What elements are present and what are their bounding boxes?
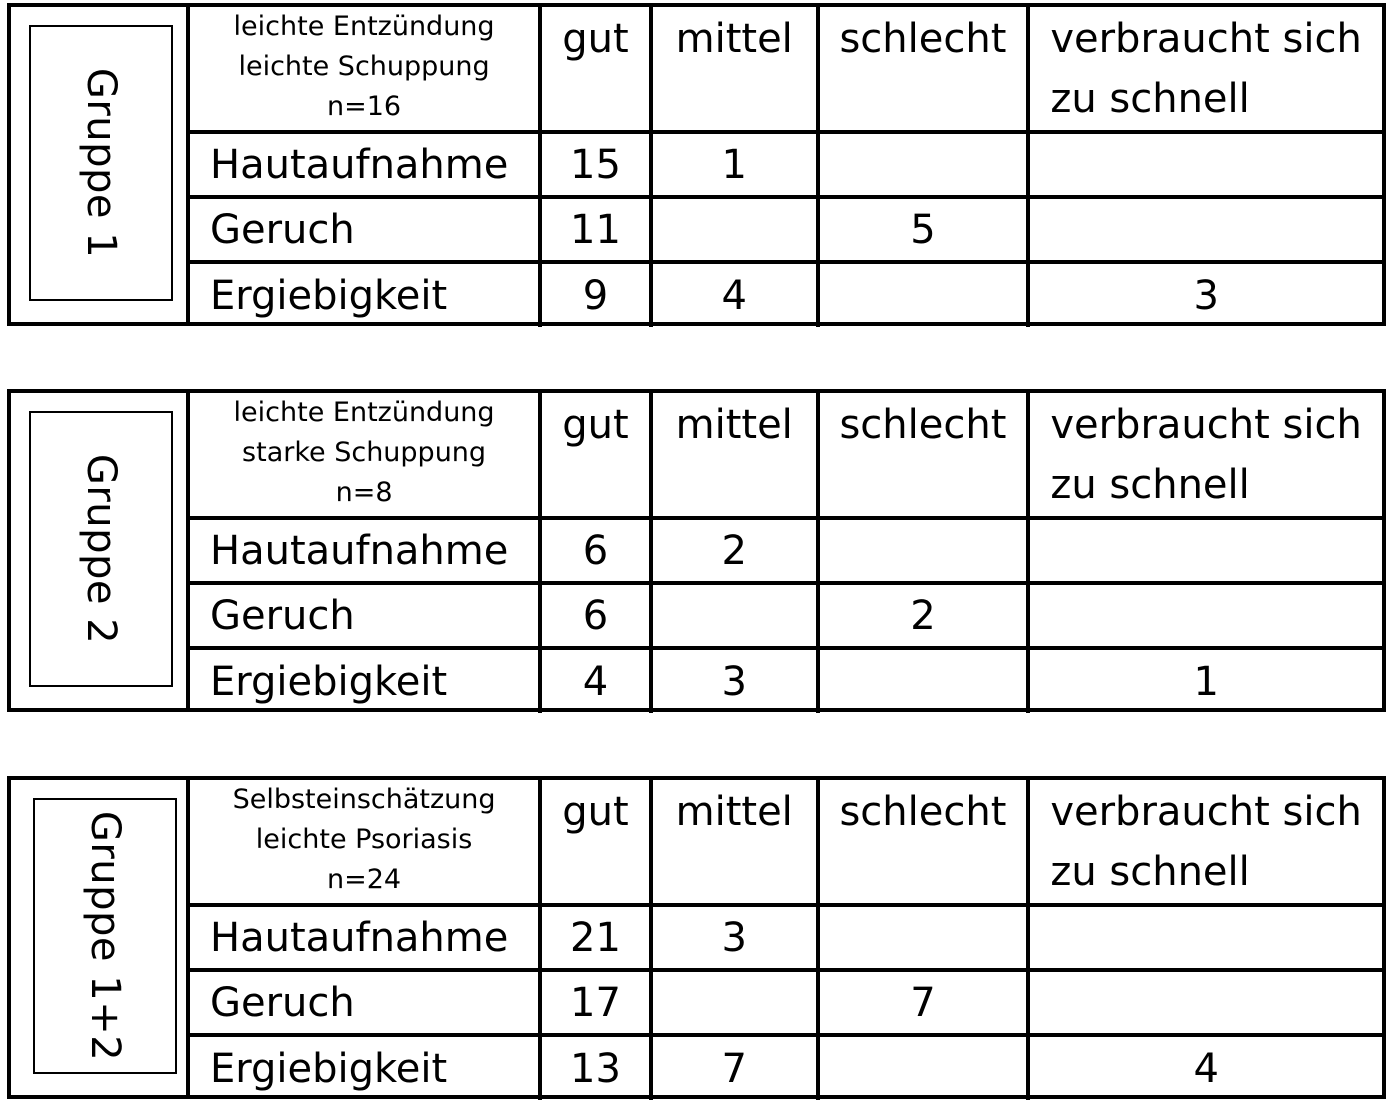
cell-verbraucht: 1 (1028, 648, 1382, 713)
table-row (190, 583, 1382, 648)
row-label: Ergiebigkeit (190, 262, 540, 327)
column-header-verbraucht: verbraucht sich zu schnell (1028, 776, 1382, 905)
sample-size: n=16 (327, 90, 402, 122)
sample-size: n=24 (327, 863, 402, 895)
cell-schlecht (818, 905, 1029, 970)
results-table (190, 776, 1382, 1100)
row-label: Ergiebigkeit (190, 648, 540, 713)
table-row (190, 197, 1382, 262)
description-line: starke Schuppung (242, 436, 487, 468)
row-label: Hautaufnahme (190, 132, 540, 197)
column-header-mittel: mittel (651, 3, 818, 132)
cell-verbraucht (1028, 905, 1382, 970)
row-label: Hautaufnahme (190, 905, 540, 970)
sample-size: n=8 (335, 476, 393, 508)
column-header-verbraucht: verbraucht sich zu schnell (1028, 389, 1382, 518)
cell-gut: 13 (540, 1035, 651, 1100)
cell-schlecht: 2 (818, 583, 1029, 648)
column-header-schlecht: schlecht (818, 776, 1029, 905)
column-header-gut: gut (540, 3, 651, 132)
cell-schlecht (818, 518, 1029, 583)
results-table (190, 389, 1382, 713)
cell-mittel (651, 197, 818, 262)
cell-verbraucht (1028, 970, 1382, 1035)
cell-mittel: 3 (651, 648, 818, 713)
table-row (190, 518, 1382, 583)
row-label: Geruch (190, 970, 540, 1035)
cell-gut: 9 (540, 262, 651, 327)
description-line: leichte Entzündung (233, 10, 495, 42)
header-row (190, 776, 1382, 905)
column-header-verbraucht: verbraucht sich zu schnell (1028, 3, 1382, 132)
cell-gut: 11 (540, 197, 651, 262)
group-label: Gruppe 1 (78, 67, 124, 259)
table-row (190, 132, 1382, 197)
description-cell (190, 776, 540, 905)
cell-gut: 4 (540, 648, 651, 713)
column-header-gut: gut (540, 389, 651, 518)
cell-verbraucht: 3 (1028, 262, 1382, 327)
header-row (190, 3, 1382, 132)
cell-schlecht (818, 648, 1029, 713)
description-line: Selbsteinschätzung (232, 783, 496, 815)
group-cell (11, 780, 190, 1095)
group-label-box (33, 798, 177, 1074)
cell-mittel: 3 (651, 905, 818, 970)
table-block-gruppe-2 (7, 389, 1386, 712)
column-header-gut: gut (540, 776, 651, 905)
description-cell (190, 3, 540, 132)
cell-mittel (651, 970, 818, 1035)
group-label-box (29, 411, 173, 687)
row-label: Geruch (190, 583, 540, 648)
table-row (190, 648, 1382, 713)
column-header-schlecht: schlecht (818, 389, 1029, 518)
table-row (190, 905, 1382, 970)
header-row (190, 389, 1382, 518)
description-line: leichte Schuppung (238, 50, 490, 82)
group-label-box (29, 25, 173, 301)
description-cell (190, 389, 540, 518)
group-label: Gruppe 1+2 (82, 810, 128, 1062)
cell-gut: 6 (540, 583, 651, 648)
cell-schlecht (818, 132, 1029, 197)
cell-verbraucht (1028, 518, 1382, 583)
group-cell (11, 7, 190, 322)
column-header-schlecht: schlecht (818, 3, 1029, 132)
table-row (190, 262, 1382, 327)
table-row (190, 970, 1382, 1035)
column-header-mittel: mittel (651, 776, 818, 905)
cell-schlecht (818, 262, 1029, 327)
cell-mittel: 7 (651, 1035, 818, 1100)
cell-gut: 15 (540, 132, 651, 197)
table-block-gruppe-1-2 (7, 776, 1386, 1099)
cell-gut: 21 (540, 905, 651, 970)
description-line: leichte Entzündung (233, 396, 495, 428)
column-header-mittel: mittel (651, 389, 818, 518)
cell-mittel (651, 583, 818, 648)
cell-mittel: 2 (651, 518, 818, 583)
cell-gut: 17 (540, 970, 651, 1035)
table-block-gruppe-1 (7, 3, 1386, 326)
table-row (190, 1035, 1382, 1100)
cell-verbraucht: 4 (1028, 1035, 1382, 1100)
cell-gut: 6 (540, 518, 651, 583)
cell-verbraucht (1028, 583, 1382, 648)
results-table (190, 3, 1382, 327)
cell-verbraucht (1028, 197, 1382, 262)
group-label: Gruppe 2 (78, 453, 124, 645)
row-label: Geruch (190, 197, 540, 262)
row-label: Ergiebigkeit (190, 1035, 540, 1100)
description-line: leichte Psoriasis (255, 823, 473, 855)
group-cell (11, 393, 190, 708)
cell-schlecht (818, 1035, 1029, 1100)
cell-mittel: 1 (651, 132, 818, 197)
cell-verbraucht (1028, 132, 1382, 197)
cell-schlecht: 7 (818, 970, 1029, 1035)
cell-schlecht: 5 (818, 197, 1029, 262)
row-label: Hautaufnahme (190, 518, 540, 583)
cell-mittel: 4 (651, 262, 818, 327)
